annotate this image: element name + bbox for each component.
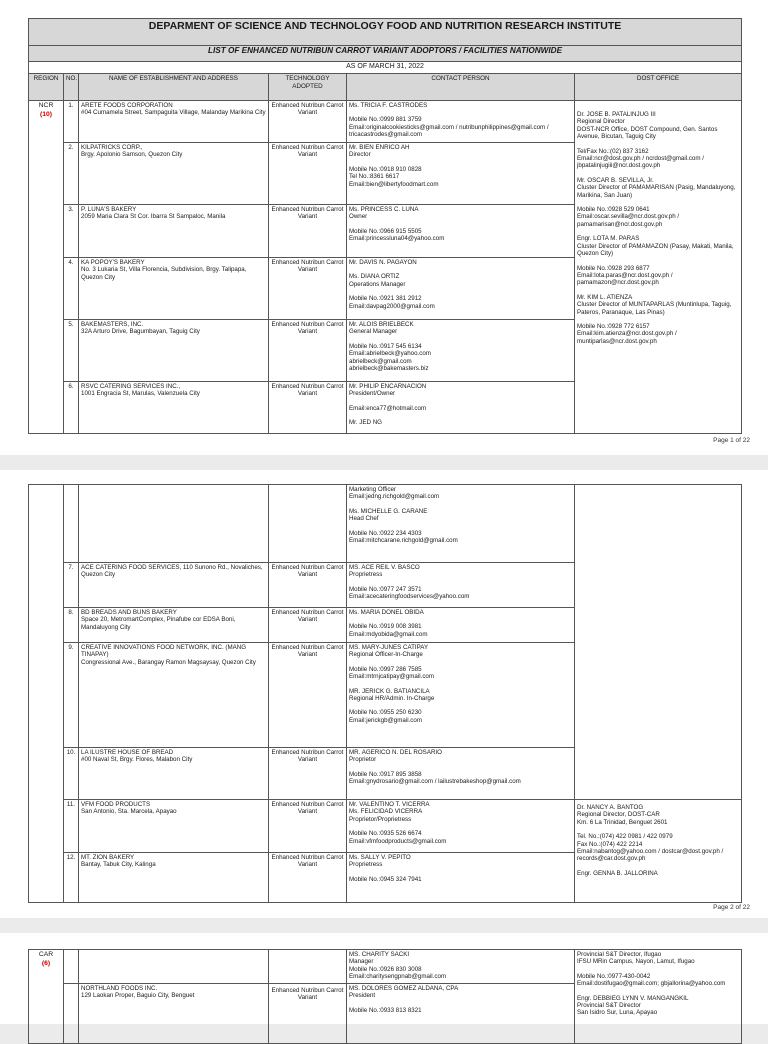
text-line: Mobile No.:0933 813 8321 [349, 1006, 422, 1014]
text-line: Mr. PHILIP ENCARNACION [349, 383, 427, 390]
establishment-address: Space 20, MetromartComplex, Pinafube cor EDSA Boni, Mandaluyong City [81, 616, 236, 631]
spacer [349, 1000, 572, 1007]
establishment-cell [79, 800, 269, 853]
establishment-name: CREATIVE INNOVATIONS FOOD NETWORK, INC. (MANG TINAPAY) [81, 644, 247, 659]
row-number: 11. [64, 800, 79, 853]
text-line: Director [349, 151, 371, 159]
text-line: IFSU MRin Campus, Nayon, Lamut, Ifugao [577, 958, 695, 966]
document-title: DEPARMENT OF SCIENCE AND TECHNOLOGY FOOD AND NUTRITION RESEARCH INSTITUTE [29, 19, 742, 46]
text-line: Email:originalcookiesticks@gmail.com / nutribunphilippines@gmail.com / tricacastrodes@gmail.com [349, 123, 549, 139]
text-line: Mobile No.:0966 915 5505 [349, 227, 422, 235]
row-number: 7. [64, 563, 79, 608]
header-contact: CONTACT PERSON [347, 74, 575, 101]
technology-adopted: Enhanced Nutribun Carrot Variant [269, 984, 347, 1044]
establishment-name: BAKEMASTERS, INC. [81, 321, 144, 328]
text-line: General Manager [349, 328, 398, 336]
text-line: Email:ncr@dost.gov.ph / ncrdost@gmail.com / jbpatalinjugiii@ncr.dost.gov.ph [577, 155, 704, 170]
region-count: (6) [41, 960, 51, 968]
technology-adopted: Enhanced Nutribun Carrot Variant [269, 101, 347, 143]
establishment-name: BD BREADS AND BUNS BAKERY [81, 609, 177, 616]
establishment-address: #00 Naval St, Brgy. Flores, Malabon City [81, 756, 193, 764]
text-line: Email:abrielbeck@yahoo.com [349, 350, 431, 358]
text-line: abrielbeck@bakemasters.biz [349, 365, 429, 373]
text-line: Head Chef [349, 515, 379, 523]
spacer [349, 702, 572, 709]
establishment-address: #04 Cumamela Street, Sampaguita Village, Malanday Marikina City [81, 109, 266, 117]
header-establishment: NAME OF ESTABLISHMENT AND ADDRESS [79, 74, 269, 101]
region-cell [29, 950, 64, 1044]
text-line: MS. DOLORES GOMEZ ALDANA, CPA [349, 985, 459, 992]
text-line: Email:vfmfoodproducts@gmail.com [349, 837, 447, 845]
establishment-name: VFM FOOD PRODUCTS [81, 801, 151, 808]
establishment-cell [79, 143, 269, 205]
row-number: 8. [64, 608, 79, 643]
row-number: 3. [64, 205, 79, 258]
text-line: Mobile No.:0918 910 0828 [349, 165, 422, 173]
as-of-date: AS OF MARCH 31, 2022 [29, 62, 742, 74]
text-line: Email:davpag2000@gmail.com [349, 302, 435, 310]
row-number: 5. [64, 320, 79, 382]
text-line: President/Owner [349, 390, 396, 398]
table-row [29, 485, 742, 563]
text-line: Mobile No.:0977-430-0042 [577, 972, 651, 980]
text-line: Tel/Fax No.:(02) 837 3162 [577, 147, 649, 155]
document-page-1 [0, 0, 768, 455]
table-row [29, 950, 742, 984]
contact-cell [347, 101, 575, 143]
text-line: Email:kim.atienza@ncr.dost.gov.ph / muntiparlas@ncr.dost.gov.ph [577, 330, 677, 345]
contact-cell [347, 608, 575, 643]
text-line: Email:mtrnjcatipay@gmail.com [349, 673, 435, 681]
page-footer: Page 2 of 22 [713, 904, 750, 911]
technology-adopted: Enhanced Nutribun Carrot Variant [269, 205, 347, 258]
text-line: Ms. DIANA ORTIZ [349, 273, 400, 281]
establishment-cell [79, 563, 269, 608]
spacer [577, 863, 739, 870]
text-line: Mr. ALOIS BRIELBECK [349, 321, 414, 328]
text-line: Mobile No.:0922 234 4303 [349, 529, 422, 537]
text-line: Engr. GENNA B. JALLORINA [577, 869, 658, 877]
document-page-2 [0, 470, 768, 918]
row-number: 1. [64, 101, 79, 143]
text-line: Mobile No.:0928 772 6157 [577, 322, 650, 330]
text-line: Email:princessluna04@yahoo.com [349, 235, 445, 243]
spacer [577, 170, 739, 177]
text-line: Provincial S&T Director [577, 1002, 641, 1010]
technology-adopted: Enhanced Nutribun Carrot Variant [269, 643, 347, 748]
text-line: Mobile No.:0917 895 3858 [349, 770, 422, 778]
text-line: Dr. JOSE B. PATALINJUG III [577, 111, 656, 118]
page-footer: Page 1 of 22 [713, 437, 750, 444]
spacer [349, 659, 572, 666]
text-line: Mobile No.:0935 526 6674 [349, 830, 422, 838]
establishment-cell [79, 258, 269, 320]
text-line: Email:bien@libertyfoodmart.com [349, 180, 439, 188]
text-line: MS. CHARITY SACKI [349, 951, 410, 958]
text-line: Email:mdyobida@gmail.com [349, 630, 428, 638]
text-line: MR. JERICK G. BATIANCILA [349, 687, 430, 695]
text-line: Ms. FELICIDAD VICERRA [349, 808, 423, 816]
text-line: Regional Director [577, 118, 625, 126]
contact-cell [347, 320, 575, 382]
spacer [349, 579, 572, 586]
text-line: Fax No.:(074) 422 2214 [577, 840, 643, 848]
contact-cell [347, 563, 575, 608]
contact-cell [347, 853, 575, 903]
spacer [577, 199, 739, 206]
text-line: Cluster Director of PAMAMARISAN (Pasig, Mandaluyong, Marikina, San Juan) [577, 184, 736, 199]
text-line: Email:lota.paras@ncr.dost.gov.ph / pamamazon@ncr.dost.gov.ph [577, 271, 673, 287]
header-no: NO. [64, 74, 79, 101]
adoptors-table-page-1 [28, 18, 742, 434]
text-line: Regional Officer-In-Charge [349, 651, 423, 659]
text-line: Mr. JED NG [349, 419, 383, 427]
spacer [577, 966, 739, 973]
establishment-name: ACE CATERING FOOD SERVICES, [81, 564, 182, 571]
establishment-address: San Antonio, Sta. Marcela, Apayao [81, 808, 177, 816]
text-line: Mobile No.:0999 881 3759 [349, 116, 422, 124]
text-line: Mobile No.:0919 008 3981 [349, 623, 422, 631]
establishment-address: Bantay, Tabuk City, Kalinga [81, 861, 156, 869]
contact-cell [347, 205, 575, 258]
establishment-cell [79, 643, 269, 748]
spacer [577, 228, 739, 235]
text-line: Km. 6 La Trinidad, Benguet 2601 [577, 818, 668, 826]
establishment-cell [79, 320, 269, 382]
establishment-address: 129 Laokan Proper, Baguio City, Benguet [81, 992, 195, 1000]
text-line: Tel. No.:(074) 422 0981 / 422 0979 [577, 833, 673, 841]
technology-adopted: Enhanced Nutribun Carrot Variant [269, 800, 347, 853]
text-line: Cluster Director of MUNTAPARLAS (Muntinlupa, Taguig, Pateros, Paranaque, Las Pinas) [577, 301, 732, 316]
spacer [577, 287, 739, 294]
text-line: Email:dostifugao@gmail.com; gbjallorina@yahoo.com [577, 980, 726, 988]
text-line: Email:acecateringfoodservices@yahoo.com [349, 593, 470, 601]
establishment-address: 1001 Engracia St, Marulas, Valenzuela City [81, 390, 200, 398]
contact-cell [347, 143, 575, 205]
text-line: Mr. BIEN ENRICO AH [349, 144, 410, 151]
technology-adopted: Enhanced Nutribun Carrot Variant [269, 382, 347, 434]
region-cell [29, 101, 64, 434]
text-line: Mr. OSCAR B. SEVILLA, Jr. [577, 176, 654, 184]
technology-adopted: Enhanced Nutribun Carrot Variant [269, 143, 347, 205]
region-cell [29, 485, 64, 903]
table-row [29, 101, 742, 143]
spacer [349, 501, 572, 508]
text-line: Engr. LOTA M. PARAS [577, 235, 640, 243]
contact-cell [347, 382, 575, 434]
establishment-name: NORTHLAND FOODS INC. [81, 985, 158, 992]
spacer [349, 869, 572, 876]
establishment-address: 32A Arturo Drive, Bagumbayan, Taguig City [81, 328, 200, 336]
text-line: Mobile No.:0945 324 7941 [349, 875, 422, 883]
contact-cell [347, 800, 575, 853]
adoptors-table-page-2 [28, 484, 742, 903]
text-line: Mobile No.:0977 247 3571 [349, 585, 422, 593]
establishment-cell [79, 853, 269, 903]
table-row [29, 800, 742, 853]
text-line: Mr. VALENTINO T. VICERRA [349, 801, 430, 808]
establishment-name: RSVC CATERING SERVICES INC., [81, 383, 181, 390]
text-line: Proprietor [349, 756, 377, 764]
technology-adopted: Enhanced Nutribun Carrot Variant [269, 563, 347, 608]
text-line: Email:mitchcarane.richgold@gmail.com [349, 537, 458, 545]
spacer [349, 109, 572, 116]
text-line: Provincial S&T Director, Ifugao [577, 951, 662, 958]
text-line: Mobile No.:0928 293 6877 [577, 264, 650, 272]
text-line: Ms. MICHELLE G. CARANE [349, 507, 428, 515]
text-line: Email:jedng.richgold@gmail.com [349, 493, 440, 501]
text-line: Email:oscar.sevilla@ncr.dost.gov.ph / pamamarisan@ncr.dost.gov.ph [577, 213, 680, 228]
technology-adopted: Enhanced Nutribun Carrot Variant [269, 608, 347, 643]
header-dost-office: DOST OFFICE [575, 74, 742, 101]
text-line: Dr. NANCY A. BANTOG [577, 804, 644, 811]
establishment-address: Brgy. Apolonio Samson, Quezon City [81, 151, 183, 159]
spacer [349, 412, 572, 419]
establishment-name: ARETE FOODS CORPORATION [81, 102, 173, 109]
text-line: Proprietress [349, 861, 383, 869]
spacer [577, 141, 739, 148]
establishment-cell [79, 608, 269, 643]
establishment-name: KILPATRICKS CORP., [81, 144, 143, 151]
text-line: Tel No.:8361 6617 [349, 173, 400, 181]
text-line: Mobile No.:0921 381 2912 [349, 295, 422, 303]
text-line: Owner [349, 213, 368, 221]
spacer [349, 616, 572, 623]
technology-adopted: Enhanced Nutribun Carrot Variant [269, 748, 347, 800]
dost-office-cell [575, 950, 742, 1044]
document-page-3 [0, 933, 768, 1024]
row-number: 12. [64, 853, 79, 903]
establishment-name: LA ILUSTRE HOUSE OF BREAD [81, 749, 174, 756]
row-number: 10. [64, 748, 79, 800]
text-line: Engr. DEBBIEG LYNN V. MANGANGKIL [577, 994, 689, 1002]
spacer [577, 316, 739, 323]
adoptors-table-page-3 [28, 949, 742, 1044]
contact-cell [347, 485, 575, 563]
spacer [349, 398, 572, 405]
spacer [349, 764, 572, 771]
establishment-address: Congressional Ave., Barangay Ramon Magsaysay, Quezon City [81, 658, 256, 666]
technology-adopted: Enhanced Nutribun Carrot Variant [269, 320, 347, 382]
establishment-address: No. 3 Lukaria St, Villa Florencia, Subdivision, Brgy. Talipapa, Quezon City [81, 266, 247, 281]
contact-cell [347, 748, 575, 800]
dost-office-cell [575, 101, 742, 434]
text-line: President [349, 992, 376, 1000]
establishment-cell [79, 382, 269, 434]
text-line: Email:nabantog@yahoo.com / dostcar@dost.gov.ph / records@car.dost.gov.ph [577, 848, 724, 863]
establishment-address: 2059 Maria Clara St Cor. Ibarra St Sampaloc, Manila [81, 213, 226, 221]
contact-cell [347, 950, 575, 984]
text-line: abrielbeck@gmail.com [349, 357, 412, 365]
spacer [577, 988, 739, 995]
spacer [349, 288, 572, 295]
row-number: 4. [64, 258, 79, 320]
spacer [349, 336, 572, 343]
region-name: NCR [38, 102, 54, 109]
spacer [577, 826, 739, 833]
text-line: Email:enca77@hotmail.com [349, 404, 427, 412]
spacer [349, 159, 572, 166]
text-line: Mobile No.:0917 545 6134 [349, 342, 422, 350]
text-line: MS. MARY-JUNES CATIPAY [349, 644, 429, 651]
header-technology: TECHNOLOGY ADOPTED [269, 74, 347, 101]
row-number: 9. [64, 643, 79, 748]
establishment-address: 110 Sunono Rd., Novaliches, Quezon City [81, 564, 263, 579]
contact-cell [347, 643, 575, 748]
text-line: Ms. PRINCESS C. LUNA [349, 206, 419, 213]
establishment-name: KA POPOY'S BAKERY [81, 259, 145, 266]
text-line: Mobile No.:0997 286 7585 [349, 665, 422, 673]
text-line: Mr. KIM L. ATIENZA [577, 293, 633, 301]
spacer [349, 266, 572, 273]
spacer [349, 823, 572, 830]
text-line: Regional Director, DOST-CAR [577, 811, 660, 819]
spacer [577, 258, 739, 265]
text-line: Proprietress [349, 571, 383, 579]
text-line: Email:jerickgb@gmail.com [349, 716, 422, 724]
text-line: Mobile No.:0928 529 0641 [577, 206, 650, 214]
text-line: Mr. DAVIS N. PAGAYON [349, 259, 417, 266]
text-line: Mobile No.:0926 830 3008 [349, 965, 422, 973]
technology-adopted: Enhanced Nutribun Carrot Variant [269, 258, 347, 320]
contact-cell [347, 258, 575, 320]
text-line: Mobile No.:0955 250 6230 [349, 709, 422, 717]
text-line: Ms. TRICIA F. CASTRODES [349, 102, 428, 109]
dost-office-cell [575, 800, 742, 903]
text-line: Ms. SALLY V. PEPITO [349, 854, 411, 861]
dost-office-cell [575, 485, 742, 800]
text-line: MS. ACE REIL V. BASCO [349, 564, 420, 571]
text-line: Operations Manager [349, 280, 406, 288]
row-number: 2. [64, 143, 79, 205]
text-line: Marketing Officer [349, 486, 396, 493]
contact-cell [347, 984, 575, 1044]
establishment-cell [79, 748, 269, 800]
text-line: DOST-NCR Office, DOST Compound, Gen. Santos Avenue, Bicutan, Taguig City [577, 125, 718, 141]
table-header [29, 74, 742, 101]
text-line: MR. AGERICO N. DEL ROSARIO [349, 749, 442, 756]
header-region: REGION [29, 74, 64, 101]
text-line: San Isidro Sur, Luna, Apayao [577, 1009, 658, 1017]
region-count: (10) [39, 111, 53, 119]
establishment-name: MT. ZION BAKERY [81, 854, 135, 861]
spacer [349, 523, 572, 530]
text-line: Email:charitysengpnab@gmail.com [349, 973, 447, 981]
text-line: Regional HR/Admin. In-Charge [349, 695, 435, 703]
establishment-name: P. LUNA'S BAKERY [81, 206, 137, 213]
establishment-cell [79, 984, 269, 1044]
text-line: Manager [349, 958, 374, 966]
region-name: CAR [38, 951, 54, 958]
row-number: 6. [64, 382, 79, 434]
establishment-cell [79, 101, 269, 143]
document-subtitle: LIST OF ENHANCED NUTRIBUN CARROT VARIANT ADOPTORS / FACILITIES NATIONWIDE [29, 46, 742, 62]
text-line: Cluster Director of PAMAMAZON (Pasay, Makati, Manila, Quezon City) [577, 242, 734, 258]
text-line: Proprietor/Proprietress [349, 815, 412, 823]
row-number [64, 984, 79, 1044]
text-line: Ms. MARIA DONEL OBIDA [349, 609, 424, 616]
technology-adopted: Enhanced Nutribun Carrot Variant [269, 853, 347, 903]
spacer [349, 681, 572, 688]
establishment-cell [79, 205, 269, 258]
spacer [349, 221, 572, 228]
text-line: Email:gnydrosario@gmail.com / lailustrebakeshop@gmail.com [349, 778, 521, 786]
